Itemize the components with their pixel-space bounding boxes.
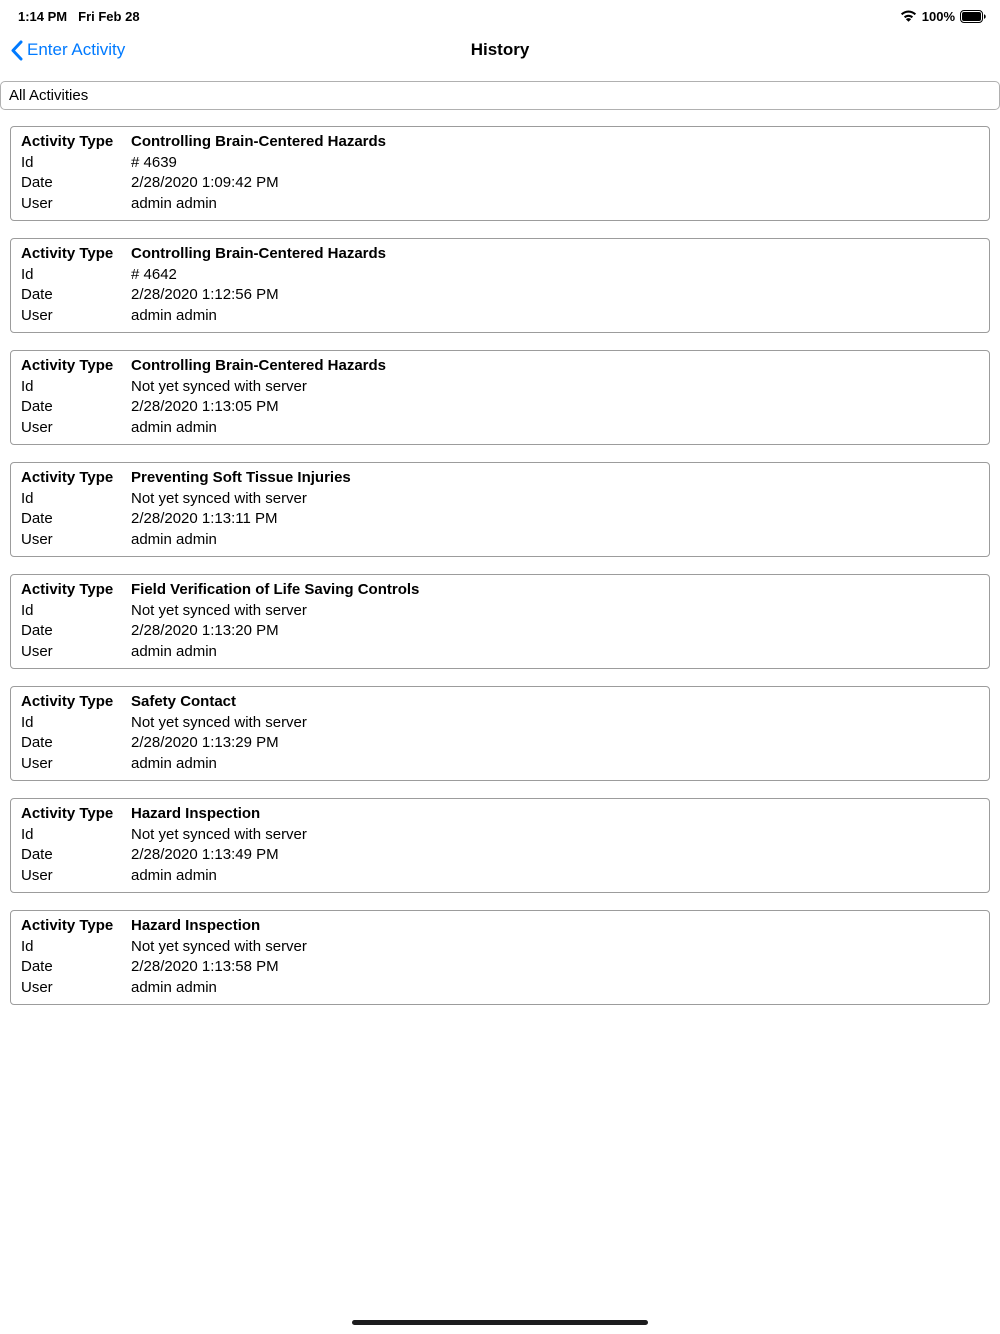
id-label: Id	[21, 825, 34, 843]
date-label: Date	[21, 174, 53, 191]
date-value: 2/28/2020 1:13:05 PM	[131, 398, 279, 415]
id-label: Id	[21, 265, 34, 283]
id-row	[21, 489, 979, 510]
id-row	[21, 825, 979, 846]
date-value: 2/28/2020 1:13:58 PM	[131, 958, 279, 975]
activity-card[interactable]	[10, 350, 990, 445]
user-row	[21, 866, 979, 887]
activity-card[interactable]	[10, 238, 990, 333]
activity-type-row	[21, 244, 979, 265]
activity-type-value: Field Verification of Life Saving Controls	[131, 581, 420, 598]
user-row	[21, 754, 979, 775]
activity-card[interactable]	[10, 462, 990, 557]
id-label: Id	[21, 489, 34, 507]
user-value: admin admin	[131, 194, 217, 212]
date-label: Date	[21, 510, 53, 527]
id-label: Id	[21, 713, 34, 731]
id-value: # 4639	[131, 153, 177, 171]
battery-percent: 100%	[921, 8, 955, 24]
home-indicator[interactable]	[352, 1320, 648, 1325]
activity-type-value: Hazard Inspection	[131, 805, 261, 822]
id-row	[21, 937, 979, 958]
id-label: Id	[21, 377, 34, 395]
user-value: admin admin	[131, 642, 217, 660]
user-row	[21, 306, 979, 327]
user-label: User	[21, 866, 53, 884]
activity-type-value: Preventing Soft Tissue Injuries	[131, 469, 351, 486]
status-date: Fri Feb 28	[78, 8, 140, 24]
date-row	[21, 845, 979, 866]
id-row	[21, 377, 979, 398]
user-label: User	[21, 418, 53, 436]
user-row	[21, 978, 979, 999]
date-value: 2/28/2020 1:12:56 PM	[131, 286, 279, 303]
activity-type-row	[21, 580, 979, 601]
id-value: # 4642	[131, 265, 177, 283]
date-value: 2/28/2020 1:13:29 PM	[131, 734, 279, 751]
user-value: admin admin	[131, 866, 217, 884]
date-value: 2/28/2020 1:13:11 PM	[131, 510, 278, 527]
battery-full-icon	[960, 10, 986, 23]
activity-filter-value: All Activities	[9, 87, 89, 104]
user-row	[21, 418, 979, 439]
activity-type-value: Hazard Inspection	[131, 917, 261, 934]
status-left	[18, 9, 140, 24]
id-value: Not yet synced with server	[131, 825, 307, 843]
date-row	[21, 173, 979, 194]
user-label: User	[21, 194, 53, 212]
status-bar	[0, 0, 1000, 26]
user-value: admin admin	[131, 306, 217, 324]
id-value: Not yet synced with server	[131, 601, 307, 619]
date-row	[21, 733, 979, 754]
activity-type-label: Activity Type	[21, 693, 114, 710]
id-label: Id	[21, 937, 34, 955]
activity-type-value: Safety Contact	[131, 693, 237, 710]
id-row	[21, 153, 979, 174]
date-value: 2/28/2020 1:09:42 PM	[131, 174, 279, 191]
activity-type-row	[21, 356, 979, 377]
activity-type-label: Activity Type	[21, 133, 114, 150]
activity-type-label: Activity Type	[21, 357, 114, 374]
activity-type-label: Activity Type	[21, 581, 114, 598]
date-row	[21, 957, 979, 978]
user-row	[21, 642, 979, 663]
id-value: Not yet synced with server	[131, 489, 307, 507]
date-label: Date	[21, 398, 53, 415]
status-right	[900, 9, 986, 24]
activity-type-label: Activity Type	[21, 245, 114, 262]
id-value: Not yet synced with server	[131, 937, 307, 955]
activity-type-value: Controlling Brain-Centered Hazards	[131, 357, 387, 374]
date-label: Date	[21, 846, 53, 863]
user-label: User	[21, 530, 53, 548]
id-label: Id	[21, 153, 34, 171]
date-value: 2/28/2020 1:13:49 PM	[131, 846, 279, 863]
back-button-label: Enter Activity	[27, 40, 126, 59]
activity-type-label: Activity Type	[21, 917, 114, 934]
page-title: History	[470, 40, 530, 59]
wifi-icon	[900, 10, 917, 22]
activity-card[interactable]	[10, 686, 990, 781]
id-value: Not yet synced with server	[131, 713, 307, 731]
date-row	[21, 397, 979, 418]
user-label: User	[21, 978, 53, 996]
id-label: Id	[21, 601, 34, 619]
activity-type-label: Activity Type	[21, 469, 114, 486]
date-label: Date	[21, 286, 53, 303]
activity-card[interactable]	[10, 126, 990, 221]
user-value: admin admin	[131, 418, 217, 436]
activity-card[interactable]	[10, 910, 990, 1005]
date-row	[21, 509, 979, 530]
back-button[interactable]	[6, 32, 129, 68]
activity-list	[10, 126, 990, 1005]
date-label: Date	[21, 622, 53, 639]
id-row	[21, 713, 979, 734]
user-value: admin admin	[131, 754, 217, 772]
user-row	[21, 530, 979, 551]
user-value: admin admin	[131, 978, 217, 996]
date-row	[21, 285, 979, 306]
user-label: User	[21, 754, 53, 772]
date-label: Date	[21, 734, 53, 751]
activity-type-row	[21, 804, 979, 825]
id-value: Not yet synced with server	[131, 377, 307, 395]
date-row	[21, 621, 979, 642]
user-value: admin admin	[131, 530, 217, 548]
date-value: 2/28/2020 1:13:20 PM	[131, 622, 279, 639]
chevron-left-icon	[10, 40, 23, 61]
activity-type-row	[21, 916, 979, 937]
activity-filter[interactable]	[0, 81, 1000, 110]
status-time: 1:14 PM	[18, 8, 68, 24]
activity-type-value: Controlling Brain-Centered Hazards	[131, 133, 387, 150]
activity-card[interactable]	[10, 574, 990, 669]
id-row	[21, 601, 979, 622]
nav-bar	[0, 32, 1000, 68]
user-row	[21, 194, 979, 215]
date-label: Date	[21, 958, 53, 975]
user-label: User	[21, 306, 53, 324]
activity-type-row	[21, 468, 979, 489]
id-row	[21, 265, 979, 286]
activity-type-row	[21, 692, 979, 713]
activity-type-value: Controlling Brain-Centered Hazards	[131, 245, 387, 262]
activity-type-row	[21, 132, 979, 153]
user-label: User	[21, 642, 53, 660]
activity-type-label: Activity Type	[21, 805, 114, 822]
activity-card[interactable]	[10, 798, 990, 893]
